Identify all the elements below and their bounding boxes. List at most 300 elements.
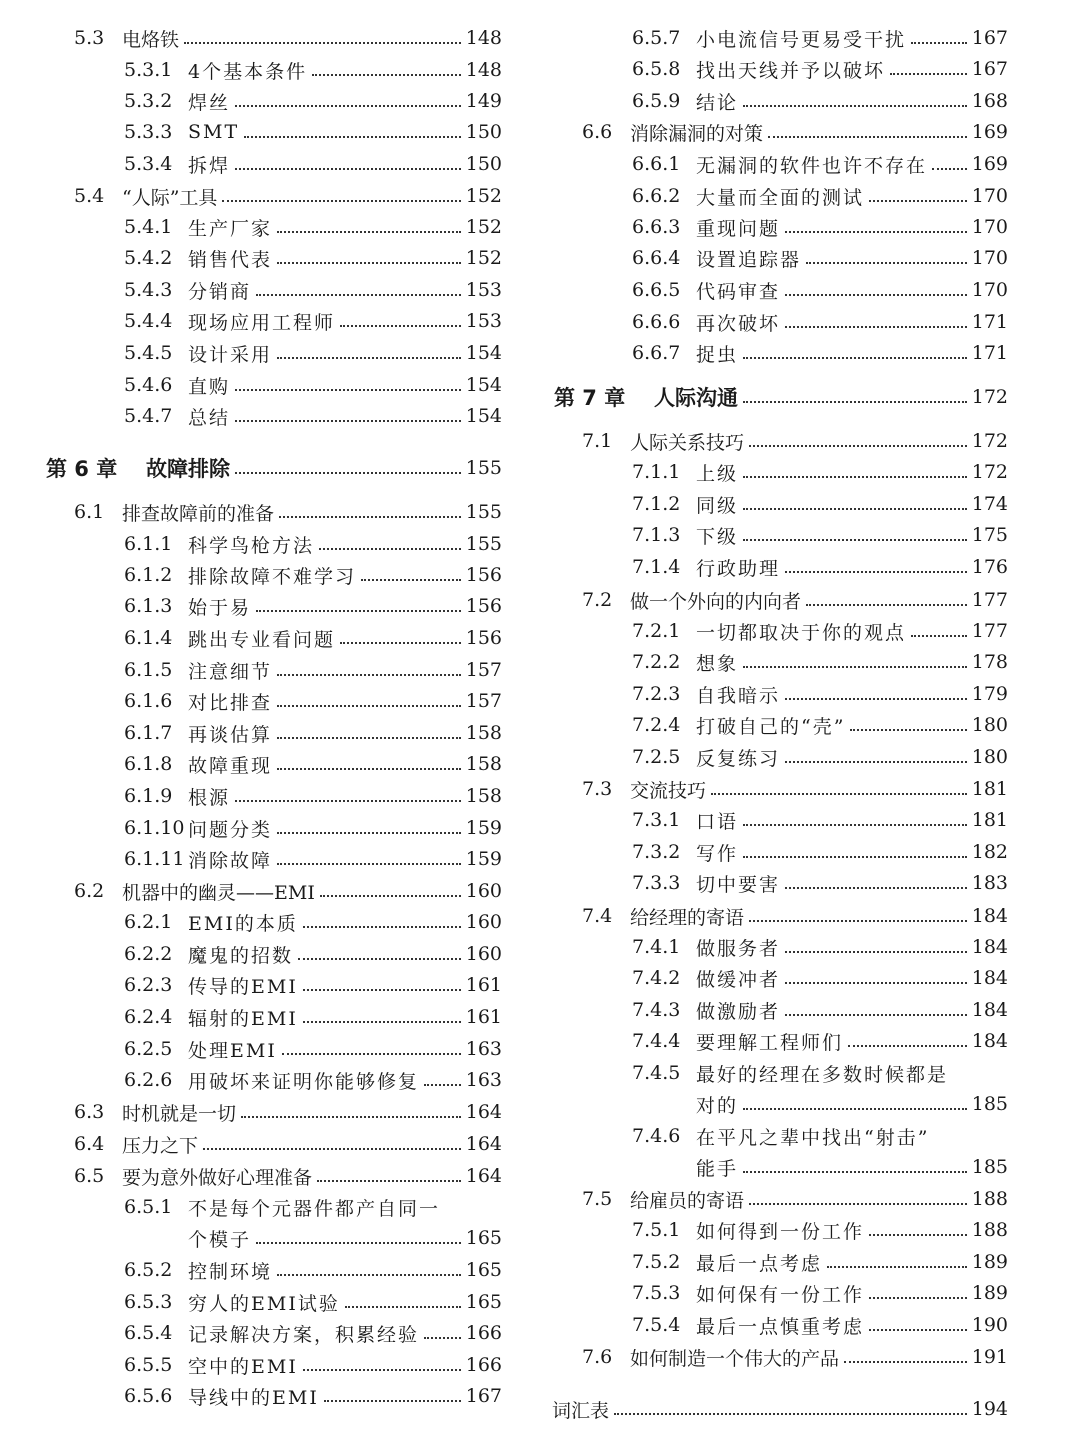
- page-number: 150: [465, 121, 502, 143]
- toc-section-row: [548, 180, 1008, 212]
- dot-leader: [844, 1361, 967, 1363]
- section-title: 最后一点慎重考虑: [696, 1315, 865, 1338]
- section-title: 压力之下: [122, 1134, 199, 1157]
- section-number: 7.5: [582, 1188, 613, 1210]
- section-number: 6.5.7: [632, 27, 681, 49]
- section-title: 做缓冲者: [696, 968, 781, 991]
- section-title: 故障排除: [146, 457, 230, 481]
- section-title: 分销商: [188, 280, 252, 303]
- section-number: 7.2: [582, 589, 613, 611]
- dot-leader: [614, 1413, 967, 1415]
- section-title: 做服务者: [696, 937, 781, 960]
- toc-section-row: [548, 584, 1008, 616]
- section-number: 7.2.4: [632, 714, 681, 736]
- page-number: 170: [971, 247, 1008, 269]
- section-number: 6.1.2: [124, 564, 173, 586]
- toc-section-row: [548, 804, 1008, 836]
- section-number: 6.1.8: [124, 753, 173, 775]
- page-number: 154: [465, 405, 502, 427]
- toc-section-row: [548, 1025, 1008, 1057]
- page-number: 158: [465, 722, 502, 744]
- section-title: 下级: [696, 525, 739, 548]
- dot-leader: [277, 863, 461, 865]
- section-title: 给经理的寄语: [630, 906, 745, 929]
- section-number: 6.1.9: [124, 785, 173, 807]
- dot-leader: [869, 1234, 967, 1236]
- section-title: 人际关系技巧: [630, 431, 745, 454]
- dot-leader: [277, 262, 461, 264]
- section-number: 7.1: [582, 430, 613, 452]
- toc-section-row: [40, 1317, 502, 1349]
- dot-leader: [424, 1084, 461, 1086]
- toc-section-row: [548, 551, 1008, 583]
- dot-leader: [279, 516, 461, 518]
- section-title: 注意细节: [188, 660, 273, 683]
- dot-leader: [749, 445, 967, 447]
- page-number: 166: [465, 1322, 502, 1344]
- section-title: 排除故障不难学习: [188, 565, 357, 588]
- section-number: 6.1.1: [124, 533, 173, 555]
- page-number: 184: [971, 999, 1008, 1021]
- section-title: 设计采用: [188, 343, 273, 366]
- page-number: 174: [971, 493, 1008, 515]
- page-number: 180: [971, 746, 1008, 768]
- toc-section-row: [40, 337, 502, 369]
- section-number: 6.5.2: [124, 1259, 173, 1281]
- dot-leader: [743, 401, 967, 403]
- toc-section-row: [40, 559, 502, 591]
- toc-section-row: [548, 22, 1008, 54]
- page-number: 156: [465, 564, 502, 586]
- toc-section-row: [548, 646, 1008, 678]
- section-number: 7.5.3: [632, 1282, 681, 1304]
- dot-leader: [869, 1329, 967, 1331]
- toc-section-row: [548, 709, 1008, 741]
- toc-section-row: [40, 1349, 502, 1381]
- section-number: 7.2.5: [632, 746, 681, 768]
- toc-section-row: [40, 780, 502, 812]
- dot-leader: [340, 642, 461, 644]
- dot-leader: [303, 989, 461, 991]
- toc-section-row: [548, 148, 1008, 180]
- dot-leader: [235, 420, 461, 422]
- toc-section-row: [40, 148, 502, 180]
- toc-section-row: [40, 1064, 502, 1096]
- dot-leader: [785, 571, 967, 573]
- toc-chapter-row: [40, 452, 502, 484]
- section-number: 6.6: [582, 121, 613, 143]
- page-number: 185: [971, 1156, 1008, 1178]
- toc-section-row: [40, 116, 502, 148]
- dot-leader: [911, 635, 967, 637]
- page-number: 159: [465, 817, 502, 839]
- toc-section-row: [40, 496, 502, 528]
- dot-leader: [235, 800, 461, 802]
- section-number: 6.5.9: [632, 90, 681, 112]
- page-number: 172: [971, 430, 1008, 452]
- section-number: 7.4: [582, 905, 613, 927]
- dot-leader: [235, 105, 461, 107]
- section-title: 无漏洞的软件也许不存在: [696, 154, 928, 177]
- toc-section-row: [40, 22, 502, 54]
- dot-leader: [711, 793, 967, 795]
- toc-section-row: [548, 1341, 1008, 1373]
- section-title: 再次破坏: [696, 312, 781, 335]
- section-number: 5.3.3: [124, 121, 173, 143]
- section-title: 根源: [188, 786, 231, 809]
- section-number: 7.1.4: [632, 556, 681, 578]
- section-number: 6.5: [74, 1165, 105, 1187]
- section-title: 在平凡之辈中找出“射击”: [696, 1126, 930, 1149]
- toc-section-row: [548, 1309, 1008, 1341]
- page-number: 175: [971, 524, 1008, 546]
- dot-leader: [312, 74, 461, 76]
- page-number: 167: [465, 1385, 502, 1407]
- section-title: 魔鬼的招数: [188, 944, 294, 967]
- section-number: 第 6 章: [46, 457, 118, 481]
- page-number: 155: [465, 533, 502, 555]
- page-number: 163: [465, 1038, 502, 1060]
- section-title: 排查故障前的准备: [122, 502, 275, 525]
- dot-leader: [277, 832, 461, 834]
- section-title: 找出天线并予以破坏: [696, 59, 886, 82]
- page-number: 170: [971, 279, 1008, 301]
- section-number: 5.4.1: [124, 216, 173, 238]
- page-number: 180: [971, 714, 1008, 736]
- section-title: 词汇表: [552, 1399, 610, 1422]
- page-number: 165: [465, 1259, 502, 1281]
- section-number: 5.4.5: [124, 342, 173, 364]
- page-number: 156: [465, 627, 502, 649]
- page-number: 158: [465, 753, 502, 775]
- toc-section-row: [40, 654, 502, 686]
- section-number: 7.4.2: [632, 967, 681, 989]
- section-number: 6.5.6: [124, 1385, 173, 1407]
- page-number: 189: [971, 1282, 1008, 1304]
- page-number: 166: [465, 1354, 502, 1376]
- section-title: 销售代表: [188, 248, 273, 271]
- toc-entry-continuation-row: [548, 1151, 1008, 1183]
- page-number: 161: [465, 1006, 502, 1028]
- section-number: 7.4.4: [632, 1030, 681, 1052]
- section-number: 6.1.6: [124, 690, 173, 712]
- section-number: 7.6: [582, 1346, 613, 1368]
- section-number: 7.4.6: [632, 1125, 681, 1147]
- section-title: “人际”工具: [122, 186, 218, 209]
- dot-leader: [749, 920, 967, 922]
- dot-leader: [785, 982, 967, 984]
- dot-leader: [235, 389, 461, 391]
- section-title: 上级: [696, 462, 739, 485]
- section-title: 写作: [696, 842, 739, 865]
- dot-leader: [244, 136, 461, 138]
- section-title: 消除故障: [188, 849, 273, 872]
- section-title: 口语: [696, 810, 739, 833]
- page-number: 164: [465, 1165, 502, 1187]
- dot-leader: [869, 200, 967, 202]
- section-number: 6.6.5: [632, 279, 681, 301]
- page-number: 169: [971, 121, 1008, 143]
- section-title: 电烙铁: [122, 28, 180, 51]
- page-number: 167: [971, 58, 1008, 80]
- section-title: 用破坏来证明你能够修复: [188, 1070, 420, 1093]
- dot-leader: [277, 357, 461, 359]
- toc-section-row: [548, 900, 1008, 932]
- dot-leader: [324, 1400, 461, 1402]
- toc-section-row: [548, 488, 1008, 520]
- section-title: 传导的EMI: [188, 975, 298, 998]
- dot-leader: [890, 73, 967, 75]
- section-title: 故障重现: [188, 754, 273, 777]
- section-number: 6.6.1: [632, 153, 681, 175]
- section-title: 人际沟通: [654, 386, 738, 410]
- page-number: 152: [465, 216, 502, 238]
- toc-section-row: [548, 425, 1008, 457]
- dot-leader: [743, 105, 967, 107]
- section-title: 穷人的EMI试验: [188, 1292, 340, 1315]
- page-number: 155: [465, 457, 502, 479]
- page-number: 164: [465, 1101, 502, 1123]
- section-number: 6.3: [74, 1101, 105, 1123]
- toc-section-row: [40, 875, 502, 907]
- dot-leader: [256, 610, 461, 612]
- toc-section-row: [548, 1120, 1008, 1152]
- section-title: 打破自己的“壳”: [696, 715, 846, 738]
- section-title: 4个基本条件: [188, 60, 308, 83]
- section-title: 如何制造一个伟大的产品: [630, 1347, 840, 1370]
- toc-section-row: [40, 590, 502, 622]
- dot-leader: [277, 1274, 461, 1276]
- toc-section-row: [40, 938, 502, 970]
- section-number: 6.6.7: [632, 342, 681, 364]
- dot-leader: [743, 357, 967, 359]
- section-title: 问题分类: [188, 818, 273, 841]
- section-title: 最好的经理在多数时候都是: [696, 1063, 949, 1086]
- dot-leader: [298, 958, 461, 960]
- page-number: 178: [971, 651, 1008, 673]
- section-number: 6.2.2: [124, 943, 173, 965]
- section-title: 如何保有一份工作: [696, 1283, 865, 1306]
- section-title: 辐射的EMI: [188, 1007, 298, 1030]
- page-number: 170: [971, 185, 1008, 207]
- dot-leader: [785, 294, 967, 296]
- toc-section-row: [548, 337, 1008, 369]
- section-title: 给雇员的寄语: [630, 1189, 745, 1212]
- toc-section-row: [40, 1191, 502, 1223]
- page-number: 150: [465, 153, 502, 175]
- toc-section-row: [40, 1380, 502, 1412]
- section-number: 6.1.5: [124, 659, 173, 681]
- dot-leader: [785, 231, 967, 233]
- section-title: 要理解工程师们: [696, 1031, 844, 1054]
- section-title: 焊丝: [188, 91, 231, 114]
- toc-section-row: [40, 369, 502, 401]
- section-number: 6.1: [74, 501, 105, 523]
- dot-leader: [785, 761, 967, 763]
- toc-section-row: [40, 1033, 502, 1065]
- section-title: 能手: [696, 1157, 739, 1180]
- page-number: 177: [971, 620, 1008, 642]
- dot-leader: [785, 951, 967, 953]
- dot-leader: [869, 1297, 967, 1299]
- section-title: 记录解决方案，积累经验: [188, 1323, 420, 1346]
- section-title: 拆焊: [188, 154, 231, 177]
- page-number: 170: [971, 216, 1008, 238]
- dot-leader: [785, 326, 967, 328]
- page-number: 172: [971, 386, 1008, 408]
- dot-leader: [743, 476, 967, 478]
- section-number: 5.4.6: [124, 374, 173, 396]
- page-number: 167: [971, 27, 1008, 49]
- section-number: 6.5.5: [124, 1354, 173, 1376]
- page-number: 181: [971, 809, 1008, 831]
- dot-leader: [184, 42, 461, 44]
- toc-section-row: [40, 622, 502, 654]
- page-number: 169: [971, 153, 1008, 175]
- dot-leader: [340, 325, 461, 327]
- toc-entry-continuation-row: [548, 1088, 1008, 1120]
- section-number: 5.4: [74, 185, 105, 207]
- toc-section-row: [548, 867, 1008, 899]
- dot-leader: [361, 579, 461, 581]
- toc-section-row: [548, 1214, 1008, 1246]
- toc-section-row: [548, 116, 1008, 148]
- page-number: 185: [971, 1093, 1008, 1115]
- toc-section-row: [548, 456, 1008, 488]
- section-title: 同级: [696, 494, 739, 517]
- toc-section-row: [548, 741, 1008, 773]
- section-title: 大量而全面的测试: [696, 186, 865, 209]
- page-number: 155: [465, 501, 502, 523]
- dot-leader: [277, 768, 461, 770]
- section-title: 现场应用工程师: [188, 311, 336, 334]
- section-title: 不是每个元器件都产自同一: [188, 1197, 441, 1220]
- dot-leader: [345, 1306, 461, 1308]
- page-number: 156: [465, 595, 502, 617]
- toc-section-row: [40, 85, 502, 117]
- page-number: 179: [971, 683, 1008, 705]
- section-number: 6.2.5: [124, 1038, 173, 1060]
- page-number: 171: [971, 311, 1008, 333]
- section-number: 6.2: [74, 880, 105, 902]
- section-number: 7.1.2: [632, 493, 681, 515]
- toc-section-row: [548, 615, 1008, 647]
- toc-glossary-row: [548, 1393, 1008, 1425]
- toc-section-row: [548, 1277, 1008, 1309]
- section-title: 小电流信号更易受干扰: [696, 28, 907, 51]
- section-number: 6.6.2: [632, 185, 681, 207]
- dot-leader: [743, 508, 967, 510]
- section-title: 对比排查: [188, 691, 273, 714]
- page-number: 159: [465, 848, 502, 870]
- toc-section-row: [548, 931, 1008, 963]
- dot-leader: [932, 168, 967, 170]
- toc-section-row: [40, 812, 502, 844]
- dot-leader: [743, 666, 967, 668]
- page-number: 181: [971, 778, 1008, 800]
- dot-leader: [282, 1053, 461, 1055]
- section-number: 7.3.1: [632, 809, 681, 831]
- dot-leader: [785, 887, 967, 889]
- section-number: 7.1.1: [632, 461, 681, 483]
- section-number: 5.4.4: [124, 310, 173, 332]
- page-number: 153: [465, 310, 502, 332]
- toc-entry-continuation-row: [40, 1222, 502, 1254]
- toc-section-row: [548, 836, 1008, 868]
- page-number: 152: [465, 185, 502, 207]
- page-number: 157: [465, 690, 502, 712]
- section-number: 5.4.7: [124, 405, 173, 427]
- toc-section-row: [40, 305, 502, 337]
- section-number: 6.1.11: [124, 848, 185, 870]
- page-number: 165: [465, 1291, 502, 1313]
- page-number: 188: [971, 1188, 1008, 1210]
- section-title: 处理EMI: [188, 1039, 277, 1062]
- section-number: 6.6.6: [632, 311, 681, 333]
- section-number: 5.4.2: [124, 247, 173, 269]
- page-number: 189: [971, 1251, 1008, 1273]
- section-title: 做一个外向的内向者: [630, 590, 802, 613]
- section-number: 5.3: [74, 27, 105, 49]
- dot-leader: [277, 231, 461, 233]
- page-number: 194: [971, 1398, 1008, 1420]
- section-title: 直购: [188, 375, 231, 398]
- toc-section-row: [40, 1096, 502, 1128]
- section-title: 一切都取决于你的观点: [696, 621, 907, 644]
- toc-section-row: [548, 53, 1008, 85]
- section-number: 7.2.3: [632, 683, 681, 705]
- section-number: 6.1.10: [124, 817, 185, 839]
- page-number: 149: [465, 90, 502, 112]
- section-number: 7.2.1: [632, 620, 681, 642]
- section-title: 最后一点考虑: [696, 1252, 823, 1275]
- section-title: 对的: [696, 1094, 739, 1117]
- toc-section-row: [40, 1286, 502, 1318]
- section-number: 7.5.1: [632, 1219, 681, 1241]
- section-title: 如何得到一份工作: [696, 1220, 865, 1243]
- dot-leader: [235, 168, 461, 170]
- dot-leader: [743, 824, 967, 826]
- dot-leader: [743, 1171, 967, 1173]
- section-title: 设置追踪器: [696, 248, 802, 271]
- dot-leader: [424, 1337, 461, 1339]
- page-number: 158: [465, 785, 502, 807]
- section-number: 第 7 章: [554, 386, 626, 410]
- page-number: 163: [465, 1069, 502, 1091]
- page-number: 184: [971, 967, 1008, 989]
- toc-section-row: [40, 1160, 502, 1192]
- section-number: 7.5.2: [632, 1251, 681, 1273]
- dot-leader: [317, 1180, 461, 1182]
- section-number: 7.2.2: [632, 651, 681, 673]
- section-title: 交流技巧: [630, 779, 707, 802]
- section-number: 6.6.3: [632, 216, 681, 238]
- section-number: 6.5.8: [632, 58, 681, 80]
- section-title: EMI的本质: [188, 912, 298, 935]
- dot-leader: [241, 1116, 461, 1118]
- page-number: 176: [971, 556, 1008, 578]
- section-title: 切中要害: [696, 873, 781, 896]
- dot-leader: [256, 1242, 461, 1244]
- section-title: SMT: [188, 121, 240, 143]
- dot-leader: [850, 729, 966, 731]
- page-number: 148: [465, 59, 502, 81]
- page-number: 160: [465, 911, 502, 933]
- toc-section-row: [40, 180, 502, 212]
- section-number: 6.2.6: [124, 1069, 173, 1091]
- toc-section-row: [40, 1254, 502, 1286]
- section-number: 6.5.1: [124, 1196, 173, 1218]
